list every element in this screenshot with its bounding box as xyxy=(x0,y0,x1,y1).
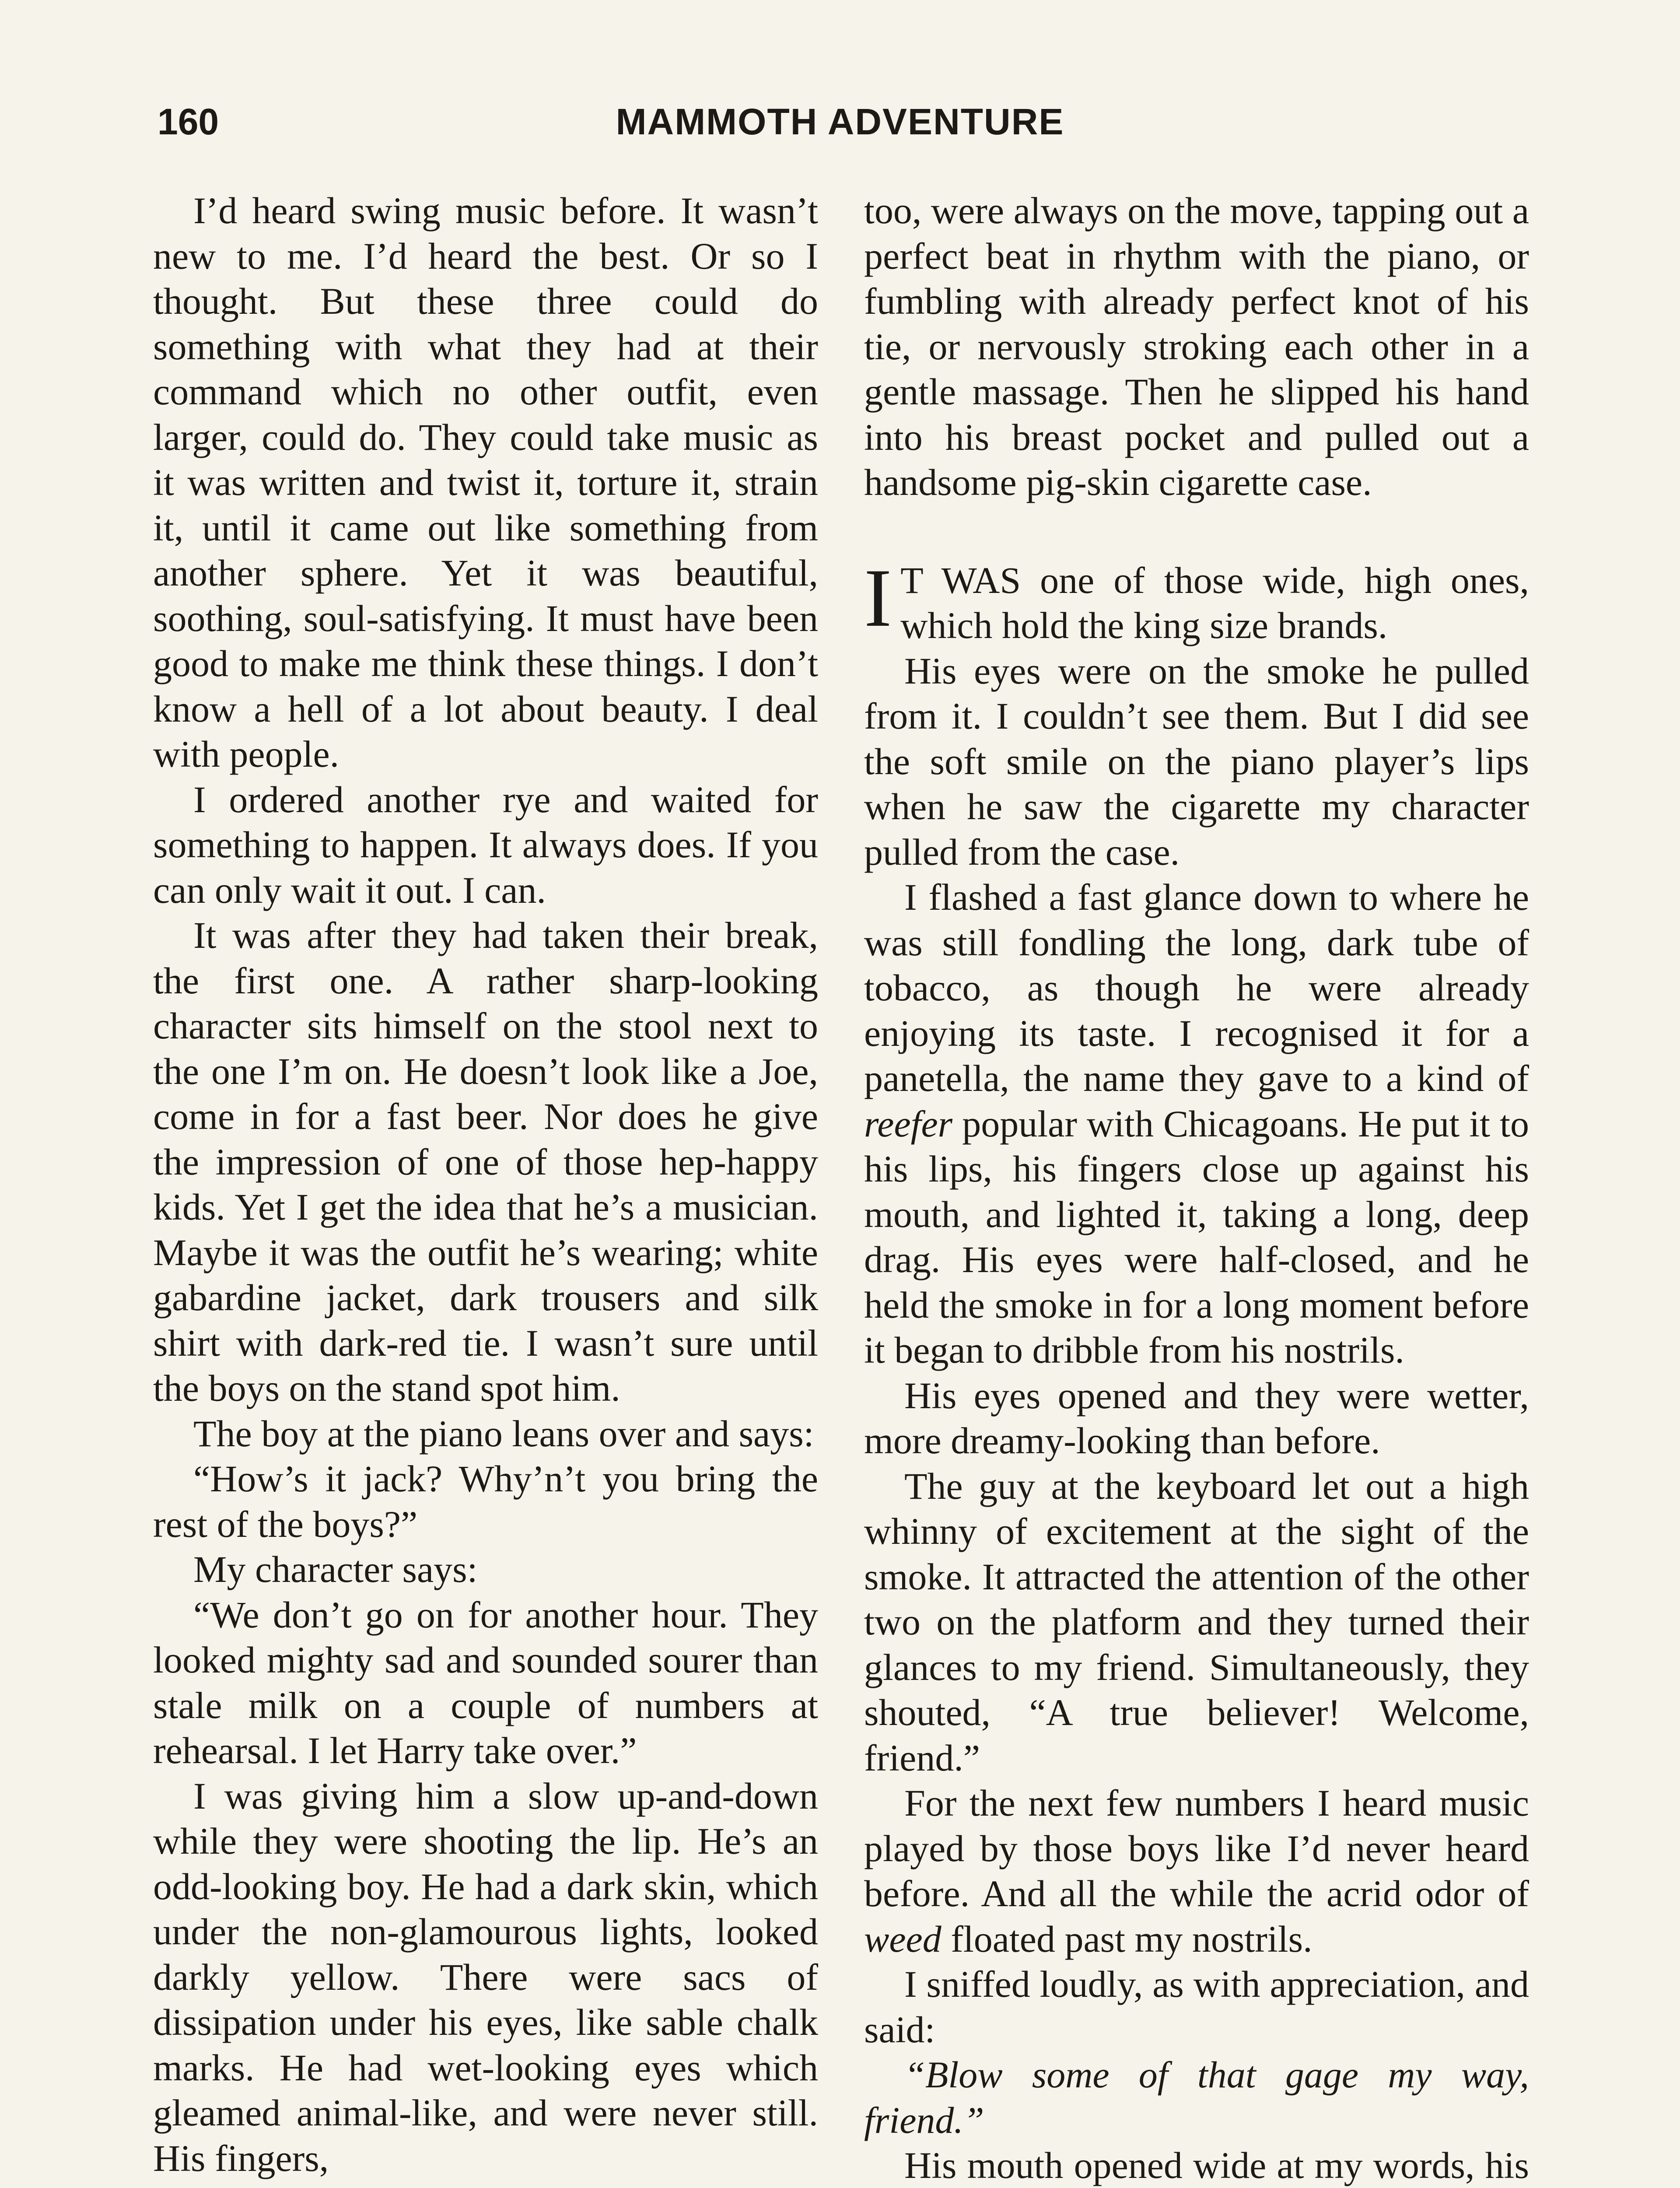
running-head xyxy=(158,101,1522,153)
italic-term: weed xyxy=(864,1918,942,1960)
paragraph: The boy at the piano leans over and says: xyxy=(193,1412,814,1455)
paragraph: His mouth opened wide at my words, his xyxy=(904,2144,1529,2186)
paragraph xyxy=(864,875,1529,1373)
paragraph: It was after they had taken their break, the first one. A rather sharp-looking character sits himself on the stool next to the one I’m on. He doesn’t look like a Joe, come in for a fast beer. Nor does he give the impression of one of those hep-happy kids. Yet I get the idea that he’s a musician. Maybe it was the outfit he’s wearing; white gabardine jacket, dark trousers and silk shirt with dark-red tie. I wasn’t sure until the boys on the stand spot him. xyxy=(153,914,818,1409)
italic-dialogue xyxy=(864,2052,1529,2143)
paragraph: “We don’t go on for another hour. They looked mighty sad and sounded sourer than stale milk on a couple of numbers at rehearsal. I let Harry take over.” xyxy=(153,1593,818,1771)
paragraph: The guy at the keyboard let out a high whinny of excitement at the sight of the smoke. It attracted the attention of the other two on the platform and they turned their glances to my friend. Simultaneously, they shouted, “A true believer! Welcome, friend.” xyxy=(864,1465,1529,1779)
paragraph: My character says: xyxy=(193,1548,478,1590)
paragraph-text: T WAS one of those wide, high ones, which hold the king size brands. xyxy=(900,559,1529,646)
paragraph: I was giving him a slow up-and-down while they were shooting the lip. He’s an odd-looking boy. He had a dark skin, which under the non-glamourous lights, looked darkly yellow. There were sacs of dissipation under his eyes, like sable chalk marks. He had wet-looking eyes which gleamed animal-like, and were never still. His fingers, xyxy=(153,1774,818,2179)
paragraph-text: popular with Chicagoans. He put it to his lips, his fingers close up against his mouth, and lighted it, taking a long, deep drag. His eyes were half-closed, and he held the smoke in for a long moment before it began to dribble from his nostrils. xyxy=(864,1102,1529,1371)
paragraph: His eyes were on the smoke he pulled from it. I couldn’t see them. But I did see the soft smile on the piano player’s lips when he saw the cigarette my character pulled from the case. xyxy=(864,649,1529,873)
left-column xyxy=(153,188,818,2181)
paragraph xyxy=(864,1781,1529,1962)
section-opening-paragraph xyxy=(864,552,1529,649)
right-column xyxy=(864,188,1529,2188)
paragraph-text: I flashed a fast glance down to where he was still fondling the long, dark tube of tobacco, as though he were already enjoying its taste. I recognised it for a panetella, the name they gave to a kind of xyxy=(864,876,1529,1099)
running-title: MAMMOTH ADVENTURE xyxy=(616,101,1064,142)
italic-dialogue-text: “Blow some of that gage my way, friend.” xyxy=(864,2054,1529,2141)
paragraph: “How’s it jack? Why’n’t you bring the rest of the boys?” xyxy=(153,1458,818,1545)
paragraph: I sniffed loudly, as with appreciation, and said: xyxy=(864,1963,1529,2051)
paragraph: His eyes opened and they were wetter, more dreamy-looking than before. xyxy=(864,1374,1529,1462)
paragraph: I’d heard swing music before. It wasn’t new to me. I’d heard the best. Or so I thought. But these three could do something with what they had at their command which no other outfit, even larger, could do. They could take music as it was written and twist it, torture it, strain it, until it came out like something from another sphere. Yet it was beautiful, soothing, soul-satisfying. It must have been good to make me think these things. I don’t know a hell of a lot about beauty. I deal with people. xyxy=(153,189,818,775)
italic-term: reefer xyxy=(864,1102,953,1145)
paragraph: I ordered another rye and waited for something to happen. It always does. If you can only wait it out. I can. xyxy=(153,778,818,911)
paragraph-text: For the next few numbers I heard music played by those boys like I’d never heard before. And all the while the acrid odor of xyxy=(864,1782,1529,1914)
drop-cap: I xyxy=(864,552,892,644)
paragraph-text: floated past my nostrils. xyxy=(951,1918,1312,1960)
page-number: 160 xyxy=(158,101,219,142)
paragraph: too, were always on the move, tapping out a perfect beat in rhythm with the piano, or fumbling with already perfect knot of his tie, or nervously stroking each other in a gentle massage. Then he slipped his hand into his breast pocket and pulled out a handsome pig-skin cigarette case. xyxy=(864,189,1529,503)
